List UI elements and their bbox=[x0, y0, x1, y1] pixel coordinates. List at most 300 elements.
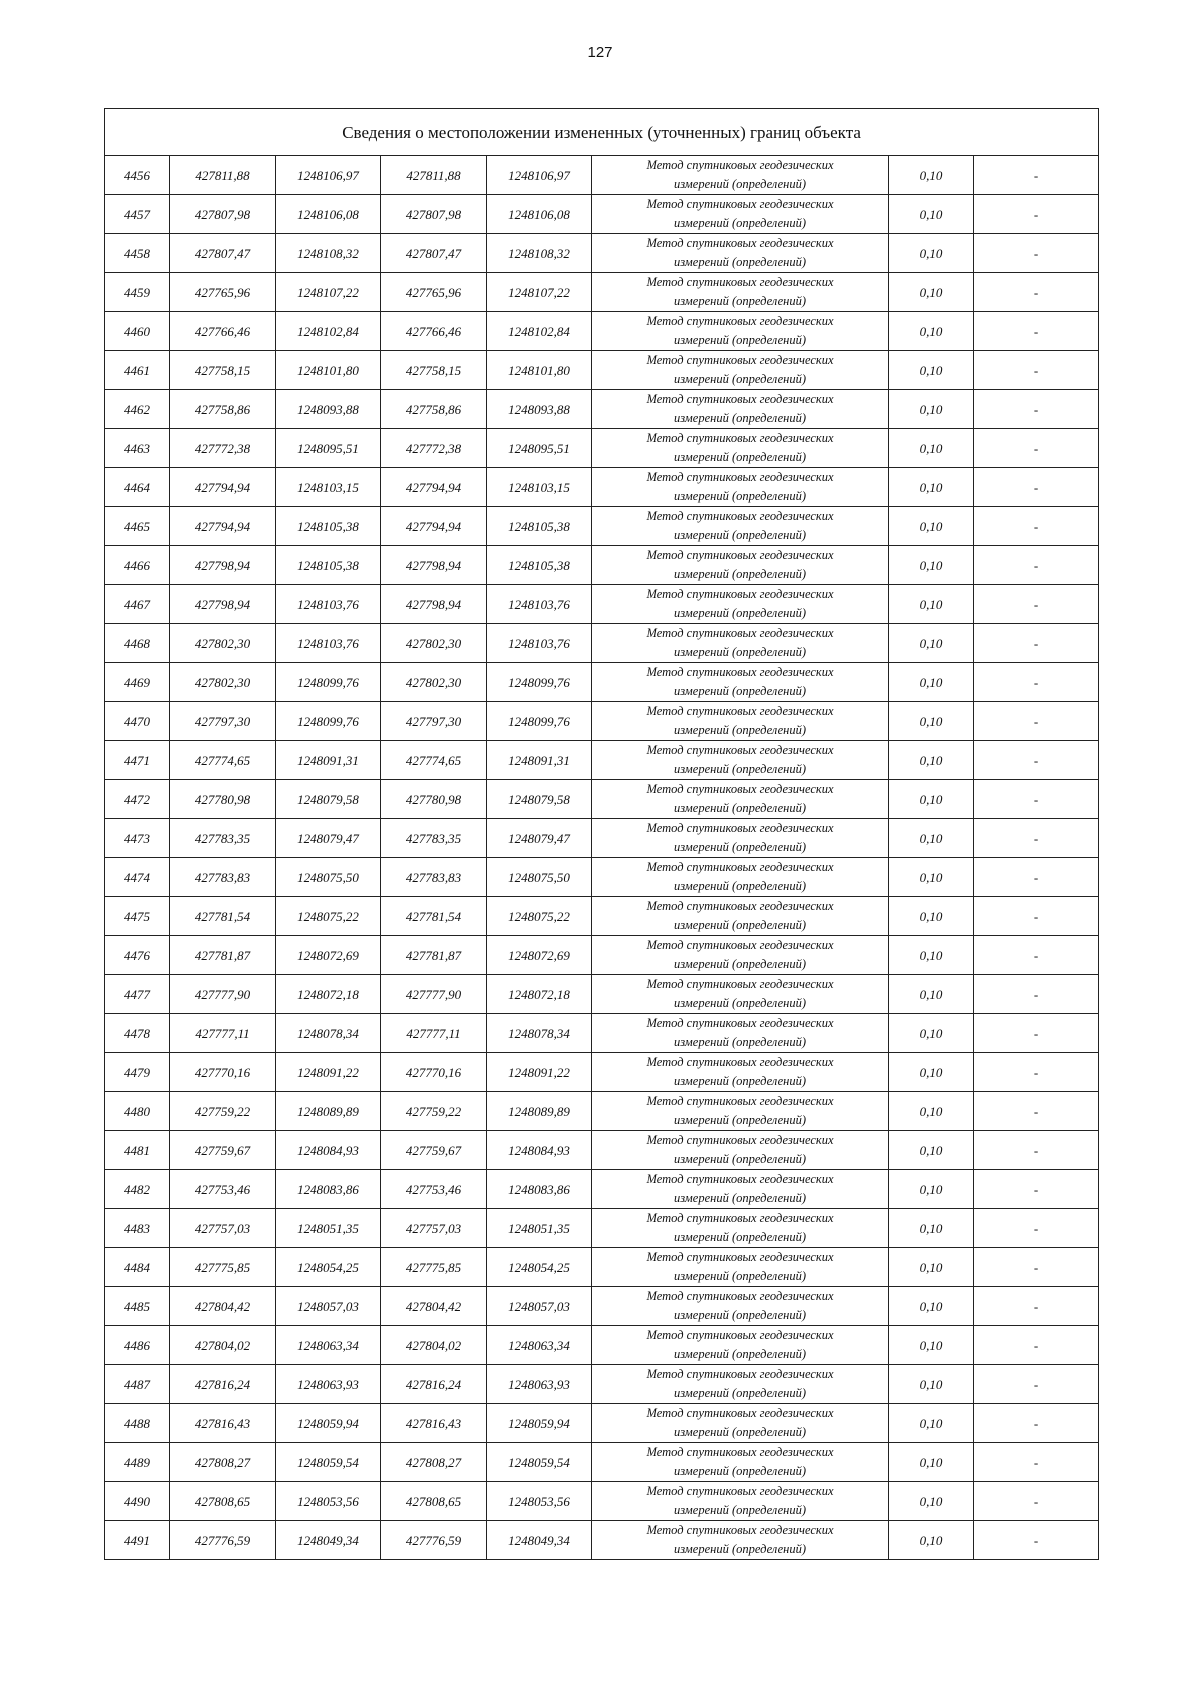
boundary-coordinates-table bbox=[104, 108, 1099, 1560]
method-text-line: измерений (определений) bbox=[673, 177, 806, 191]
method-text-line: Метод спутниковых геодезических bbox=[646, 704, 834, 718]
accuracy-cell: 0,10 bbox=[889, 234, 974, 273]
refined-y-cell: 1248059,94 bbox=[487, 1404, 592, 1443]
existing-y-cell: 1248059,54 bbox=[276, 1443, 381, 1482]
existing-x-cell: 427757,03 bbox=[170, 1209, 276, 1248]
existing-x-cell: 427783,35 bbox=[170, 819, 276, 858]
existing-x-cell: 427772,38 bbox=[170, 429, 276, 468]
note-cell: - bbox=[974, 1014, 1099, 1053]
method-text-line: измерений (определений) bbox=[673, 255, 806, 269]
existing-y-cell: 1248108,32 bbox=[276, 234, 381, 273]
method-text-line: измерений (определений) bbox=[673, 450, 806, 464]
method-text-line: Метод спутниковых геодезических bbox=[646, 548, 834, 562]
note-cell: - bbox=[974, 156, 1099, 195]
method-text-line: Метод спутниковых геодезических bbox=[646, 1172, 834, 1186]
table-row bbox=[105, 858, 1099, 897]
method-text-line: измерений (определений) bbox=[673, 684, 806, 698]
accuracy-cell: 0,10 bbox=[889, 429, 974, 468]
method-text-line: измерений (определений) bbox=[673, 372, 806, 386]
point-number-cell: 4476 bbox=[105, 936, 170, 975]
method-text-line: измерений (определений) bbox=[673, 216, 806, 230]
existing-x-cell: 427759,67 bbox=[170, 1131, 276, 1170]
existing-x-cell: 427758,15 bbox=[170, 351, 276, 390]
method-text-line: измерений (определений) bbox=[673, 1152, 806, 1166]
method-text-line: измерений (определений) bbox=[673, 333, 806, 347]
refined-x-cell: 427777,90 bbox=[381, 975, 487, 1014]
table-row bbox=[105, 1053, 1099, 1092]
refined-x-cell: 427807,98 bbox=[381, 195, 487, 234]
existing-x-cell: 427807,98 bbox=[170, 195, 276, 234]
method-cell bbox=[592, 546, 889, 585]
note-cell: - bbox=[974, 741, 1099, 780]
method-text-line: Метод спутниковых геодезических bbox=[646, 899, 834, 913]
method-text-line: Метод спутниковых геодезических bbox=[646, 1016, 834, 1030]
point-number-cell: 4457 bbox=[105, 195, 170, 234]
existing-x-cell: 427798,94 bbox=[170, 546, 276, 585]
method-text-line: Метод спутниковых геодезических bbox=[646, 1406, 834, 1420]
method-cell bbox=[592, 468, 889, 507]
existing-y-cell: 1248103,76 bbox=[276, 624, 381, 663]
accuracy-cell: 0,10 bbox=[889, 1170, 974, 1209]
method-cell bbox=[592, 897, 889, 936]
note-cell: - bbox=[974, 1170, 1099, 1209]
method-text-line: Метод спутниковых геодезических bbox=[646, 1289, 834, 1303]
refined-y-cell: 1248099,76 bbox=[487, 663, 592, 702]
existing-x-cell: 427811,88 bbox=[170, 156, 276, 195]
refined-y-cell: 1248089,89 bbox=[487, 1092, 592, 1131]
method-text-line: измерений (определений) bbox=[673, 1035, 806, 1049]
refined-y-cell: 1248103,76 bbox=[487, 624, 592, 663]
method-cell bbox=[592, 585, 889, 624]
point-number-cell: 4485 bbox=[105, 1287, 170, 1326]
refined-y-cell: 1248053,56 bbox=[487, 1482, 592, 1521]
method-text-line: Метод спутниковых геодезических bbox=[646, 509, 834, 523]
note-cell: - bbox=[974, 1248, 1099, 1287]
refined-y-cell: 1248091,22 bbox=[487, 1053, 592, 1092]
existing-y-cell: 1248103,15 bbox=[276, 468, 381, 507]
existing-y-cell: 1248057,03 bbox=[276, 1287, 381, 1326]
existing-x-cell: 427776,59 bbox=[170, 1521, 276, 1560]
table-row bbox=[105, 1092, 1099, 1131]
point-number-cell: 4463 bbox=[105, 429, 170, 468]
refined-y-cell: 1248078,34 bbox=[487, 1014, 592, 1053]
note-cell: - bbox=[974, 897, 1099, 936]
note-cell: - bbox=[974, 390, 1099, 429]
existing-x-cell: 427759,22 bbox=[170, 1092, 276, 1131]
accuracy-cell: 0,10 bbox=[889, 507, 974, 546]
point-number-cell: 4470 bbox=[105, 702, 170, 741]
note-cell: - bbox=[974, 1443, 1099, 1482]
refined-x-cell: 427781,54 bbox=[381, 897, 487, 936]
point-number-cell: 4459 bbox=[105, 273, 170, 312]
accuracy-cell: 0,10 bbox=[889, 273, 974, 312]
table-row bbox=[105, 468, 1099, 507]
existing-y-cell: 1248101,80 bbox=[276, 351, 381, 390]
method-text-line: Метод спутниковых геодезических bbox=[646, 626, 834, 640]
point-number-cell: 4486 bbox=[105, 1326, 170, 1365]
refined-y-cell: 1248072,18 bbox=[487, 975, 592, 1014]
method-cell bbox=[592, 390, 889, 429]
note-cell: - bbox=[974, 1209, 1099, 1248]
note-cell: - bbox=[974, 819, 1099, 858]
note-cell: - bbox=[974, 507, 1099, 546]
existing-x-cell: 427781,87 bbox=[170, 936, 276, 975]
refined-x-cell: 427775,85 bbox=[381, 1248, 487, 1287]
existing-y-cell: 1248103,76 bbox=[276, 585, 381, 624]
point-number-cell: 4483 bbox=[105, 1209, 170, 1248]
note-cell: - bbox=[974, 1365, 1099, 1404]
method-text-line: Метод спутниковых геодезических bbox=[646, 431, 834, 445]
existing-y-cell: 1248054,25 bbox=[276, 1248, 381, 1287]
method-text-line: измерений (определений) bbox=[673, 879, 806, 893]
method-text-line: измерений (определений) bbox=[673, 489, 806, 503]
method-text-line: измерений (определений) bbox=[673, 1308, 806, 1322]
accuracy-cell: 0,10 bbox=[889, 1287, 974, 1326]
note-cell: - bbox=[974, 624, 1099, 663]
accuracy-cell: 0,10 bbox=[889, 1521, 974, 1560]
point-number-cell: 4471 bbox=[105, 741, 170, 780]
existing-x-cell: 427758,86 bbox=[170, 390, 276, 429]
accuracy-cell: 0,10 bbox=[889, 312, 974, 351]
method-text-line: измерений (определений) bbox=[673, 1425, 806, 1439]
method-text-line: измерений (определений) bbox=[673, 645, 806, 659]
refined-y-cell: 1248075,50 bbox=[487, 858, 592, 897]
accuracy-cell: 0,10 bbox=[889, 1443, 974, 1482]
refined-x-cell: 427808,27 bbox=[381, 1443, 487, 1482]
note-cell: - bbox=[974, 1326, 1099, 1365]
refined-y-cell: 1248079,47 bbox=[487, 819, 592, 858]
existing-x-cell: 427797,30 bbox=[170, 702, 276, 741]
refined-x-cell: 427758,15 bbox=[381, 351, 487, 390]
method-cell bbox=[592, 663, 889, 702]
existing-y-cell: 1248105,38 bbox=[276, 507, 381, 546]
accuracy-cell: 0,10 bbox=[889, 1131, 974, 1170]
table-row bbox=[105, 507, 1099, 546]
existing-y-cell: 1248063,93 bbox=[276, 1365, 381, 1404]
table-row bbox=[105, 312, 1099, 351]
existing-y-cell: 1248075,22 bbox=[276, 897, 381, 936]
method-text-line: Метод спутниковых геодезических bbox=[646, 1484, 834, 1498]
refined-x-cell: 427783,35 bbox=[381, 819, 487, 858]
table-row bbox=[105, 1131, 1099, 1170]
accuracy-cell: 0,10 bbox=[889, 585, 974, 624]
table-row bbox=[105, 195, 1099, 234]
refined-y-cell: 1248084,93 bbox=[487, 1131, 592, 1170]
existing-x-cell: 427802,30 bbox=[170, 624, 276, 663]
existing-x-cell: 427816,24 bbox=[170, 1365, 276, 1404]
accuracy-cell: 0,10 bbox=[889, 663, 974, 702]
existing-x-cell: 427775,85 bbox=[170, 1248, 276, 1287]
method-cell bbox=[592, 1131, 889, 1170]
existing-y-cell: 1248095,51 bbox=[276, 429, 381, 468]
method-cell bbox=[592, 1482, 889, 1521]
refined-y-cell: 1248099,76 bbox=[487, 702, 592, 741]
accuracy-cell: 0,10 bbox=[889, 1365, 974, 1404]
existing-x-cell: 427753,46 bbox=[170, 1170, 276, 1209]
accuracy-cell: 0,10 bbox=[889, 624, 974, 663]
page-number: 127 bbox=[587, 44, 613, 61]
table-row bbox=[105, 585, 1099, 624]
table-row bbox=[105, 702, 1099, 741]
method-text-line: измерений (определений) bbox=[673, 723, 806, 737]
point-number-cell: 4465 bbox=[105, 507, 170, 546]
refined-y-cell: 1248093,88 bbox=[487, 390, 592, 429]
existing-x-cell: 427807,47 bbox=[170, 234, 276, 273]
refined-y-cell: 1248049,34 bbox=[487, 1521, 592, 1560]
refined-x-cell: 427816,43 bbox=[381, 1404, 487, 1443]
refined-y-cell: 1248079,58 bbox=[487, 780, 592, 819]
refined-y-cell: 1248103,76 bbox=[487, 585, 592, 624]
method-text-line: Метод спутниковых геодезических bbox=[646, 1133, 834, 1147]
existing-y-cell: 1248099,76 bbox=[276, 663, 381, 702]
table-row bbox=[105, 741, 1099, 780]
method-text-line: измерений (определений) bbox=[673, 762, 806, 776]
point-number-cell: 4487 bbox=[105, 1365, 170, 1404]
existing-x-cell: 427781,54 bbox=[170, 897, 276, 936]
table-row bbox=[105, 663, 1099, 702]
existing-x-cell: 427770,16 bbox=[170, 1053, 276, 1092]
method-text-line: измерений (определений) bbox=[673, 957, 806, 971]
method-text-line: измерений (определений) bbox=[673, 1464, 806, 1478]
method-text-line: Метод спутниковых геодезических bbox=[646, 860, 834, 874]
refined-y-cell: 1248101,80 bbox=[487, 351, 592, 390]
point-number-cell: 4458 bbox=[105, 234, 170, 273]
note-cell: - bbox=[974, 1482, 1099, 1521]
table-row bbox=[105, 1365, 1099, 1404]
accuracy-cell: 0,10 bbox=[889, 975, 974, 1014]
refined-x-cell: 427804,42 bbox=[381, 1287, 487, 1326]
method-cell bbox=[592, 1092, 889, 1131]
refined-x-cell: 427780,98 bbox=[381, 780, 487, 819]
accuracy-cell: 0,10 bbox=[889, 819, 974, 858]
refined-y-cell: 1248051,35 bbox=[487, 1209, 592, 1248]
method-cell bbox=[592, 819, 889, 858]
table-title: Сведения о местоположении измененных (уточненных) границ объекта bbox=[105, 109, 1099, 156]
method-text-line: измерений (определений) bbox=[673, 1230, 806, 1244]
point-number-cell: 4479 bbox=[105, 1053, 170, 1092]
method-text-line: Метод спутниковых геодезических bbox=[646, 1445, 834, 1459]
accuracy-cell: 0,10 bbox=[889, 390, 974, 429]
existing-y-cell: 1248072,69 bbox=[276, 936, 381, 975]
existing-y-cell: 1248078,34 bbox=[276, 1014, 381, 1053]
accuracy-cell: 0,10 bbox=[889, 702, 974, 741]
point-number-cell: 4460 bbox=[105, 312, 170, 351]
method-cell bbox=[592, 1053, 889, 1092]
method-cell bbox=[592, 858, 889, 897]
method-cell bbox=[592, 1287, 889, 1326]
method-text-line: Метод спутниковых геодезических bbox=[646, 665, 834, 679]
method-text-line: Метод спутниковых геодезических bbox=[646, 392, 834, 406]
table-row bbox=[105, 234, 1099, 273]
method-text-line: Метод спутниковых геодезических bbox=[646, 587, 834, 601]
point-number-cell: 4468 bbox=[105, 624, 170, 663]
existing-y-cell: 1248075,50 bbox=[276, 858, 381, 897]
method-text-line: измерений (определений) bbox=[673, 1386, 806, 1400]
existing-y-cell: 1248063,34 bbox=[276, 1326, 381, 1365]
table-row bbox=[105, 1170, 1099, 1209]
existing-x-cell: 427780,98 bbox=[170, 780, 276, 819]
table-row bbox=[105, 897, 1099, 936]
method-cell bbox=[592, 1521, 889, 1560]
method-text-line: Метод спутниковых геодезических bbox=[646, 1094, 834, 1108]
note-cell: - bbox=[974, 429, 1099, 468]
table-row bbox=[105, 1404, 1099, 1443]
method-cell bbox=[592, 195, 889, 234]
point-number-cell: 4472 bbox=[105, 780, 170, 819]
existing-y-cell: 1248107,22 bbox=[276, 273, 381, 312]
point-number-cell: 4477 bbox=[105, 975, 170, 1014]
point-number-cell: 4490 bbox=[105, 1482, 170, 1521]
existing-y-cell: 1248072,18 bbox=[276, 975, 381, 1014]
accuracy-cell: 0,10 bbox=[889, 858, 974, 897]
existing-x-cell: 427804,02 bbox=[170, 1326, 276, 1365]
method-text-line: измерений (определений) bbox=[673, 294, 806, 308]
refined-x-cell: 427808,65 bbox=[381, 1482, 487, 1521]
method-text-line: измерений (определений) bbox=[673, 411, 806, 425]
refined-y-cell: 1248103,15 bbox=[487, 468, 592, 507]
existing-y-cell: 1248091,31 bbox=[276, 741, 381, 780]
note-cell: - bbox=[974, 546, 1099, 585]
refined-y-cell: 1248083,86 bbox=[487, 1170, 592, 1209]
existing-y-cell: 1248093,88 bbox=[276, 390, 381, 429]
method-text-line: Метод спутниковых геодезических bbox=[646, 353, 834, 367]
point-number-cell: 4491 bbox=[105, 1521, 170, 1560]
point-number-cell: 4488 bbox=[105, 1404, 170, 1443]
refined-y-cell: 1248105,38 bbox=[487, 507, 592, 546]
table-row bbox=[105, 819, 1099, 858]
refined-x-cell: 427802,30 bbox=[381, 663, 487, 702]
table-row bbox=[105, 429, 1099, 468]
refined-x-cell: 427794,94 bbox=[381, 468, 487, 507]
table-row bbox=[105, 1521, 1099, 1560]
existing-x-cell: 427794,94 bbox=[170, 468, 276, 507]
accuracy-cell: 0,10 bbox=[889, 1209, 974, 1248]
accuracy-cell: 0,10 bbox=[889, 1248, 974, 1287]
table-row bbox=[105, 975, 1099, 1014]
table-row bbox=[105, 1287, 1099, 1326]
refined-x-cell: 427781,87 bbox=[381, 936, 487, 975]
point-number-cell: 4482 bbox=[105, 1170, 170, 1209]
existing-y-cell: 1248079,47 bbox=[276, 819, 381, 858]
existing-y-cell: 1248105,38 bbox=[276, 546, 381, 585]
point-number-cell: 4484 bbox=[105, 1248, 170, 1287]
note-cell: - bbox=[974, 1287, 1099, 1326]
method-cell bbox=[592, 780, 889, 819]
refined-x-cell: 427758,86 bbox=[381, 390, 487, 429]
existing-y-cell: 1248099,76 bbox=[276, 702, 381, 741]
table-row bbox=[105, 390, 1099, 429]
existing-y-cell: 1248091,22 bbox=[276, 1053, 381, 1092]
existing-y-cell: 1248089,89 bbox=[276, 1092, 381, 1131]
refined-x-cell: 427783,83 bbox=[381, 858, 487, 897]
point-number-cell: 4467 bbox=[105, 585, 170, 624]
note-cell: - bbox=[974, 273, 1099, 312]
refined-x-cell: 427759,67 bbox=[381, 1131, 487, 1170]
method-cell bbox=[592, 156, 889, 195]
note-cell: - bbox=[974, 858, 1099, 897]
refined-x-cell: 427759,22 bbox=[381, 1092, 487, 1131]
point-number-cell: 4469 bbox=[105, 663, 170, 702]
table-row bbox=[105, 1248, 1099, 1287]
method-cell bbox=[592, 936, 889, 975]
point-number-cell: 4478 bbox=[105, 1014, 170, 1053]
method-text-line: Метод спутниковых геодезических bbox=[646, 938, 834, 952]
note-cell: - bbox=[974, 1404, 1099, 1443]
refined-x-cell: 427753,46 bbox=[381, 1170, 487, 1209]
existing-x-cell: 427777,11 bbox=[170, 1014, 276, 1053]
accuracy-cell: 0,10 bbox=[889, 468, 974, 507]
method-text-line: Метод спутниковых геодезических bbox=[646, 782, 834, 796]
method-text-line: измерений (определений) bbox=[673, 1347, 806, 1361]
method-cell bbox=[592, 741, 889, 780]
accuracy-cell: 0,10 bbox=[889, 741, 974, 780]
refined-y-cell: 1248105,38 bbox=[487, 546, 592, 585]
table-row bbox=[105, 351, 1099, 390]
method-text-line: Метод спутниковых геодезических bbox=[646, 314, 834, 328]
method-cell bbox=[592, 702, 889, 741]
method-cell bbox=[592, 234, 889, 273]
method-text-line: измерений (определений) bbox=[673, 918, 806, 932]
accuracy-cell: 0,10 bbox=[889, 780, 974, 819]
method-text-line: Метод спутниковых геодезических bbox=[646, 1328, 834, 1342]
refined-x-cell: 427804,02 bbox=[381, 1326, 487, 1365]
existing-x-cell: 427802,30 bbox=[170, 663, 276, 702]
accuracy-cell: 0,10 bbox=[889, 897, 974, 936]
existing-x-cell: 427777,90 bbox=[170, 975, 276, 1014]
refined-x-cell: 427794,94 bbox=[381, 507, 487, 546]
accuracy-cell: 0,10 bbox=[889, 1014, 974, 1053]
method-text-line: Метод спутниковых геодезических bbox=[646, 158, 834, 172]
refined-x-cell: 427766,46 bbox=[381, 312, 487, 351]
accuracy-cell: 0,10 bbox=[889, 351, 974, 390]
method-text-line: Метод спутниковых геодезических bbox=[646, 1211, 834, 1225]
existing-y-cell: 1248106,08 bbox=[276, 195, 381, 234]
existing-x-cell: 427816,43 bbox=[170, 1404, 276, 1443]
note-cell: - bbox=[974, 936, 1099, 975]
note-cell: - bbox=[974, 468, 1099, 507]
refined-y-cell: 1248063,93 bbox=[487, 1365, 592, 1404]
method-text-line: измерений (определений) bbox=[673, 1074, 806, 1088]
note-cell: - bbox=[974, 663, 1099, 702]
method-text-line: измерений (определений) bbox=[673, 1503, 806, 1517]
refined-x-cell: 427797,30 bbox=[381, 702, 487, 741]
existing-y-cell: 1248084,93 bbox=[276, 1131, 381, 1170]
method-cell bbox=[592, 1365, 889, 1404]
refined-x-cell: 427802,30 bbox=[381, 624, 487, 663]
table-row bbox=[105, 1482, 1099, 1521]
method-cell bbox=[592, 1014, 889, 1053]
refined-x-cell: 427798,94 bbox=[381, 546, 487, 585]
refined-x-cell: 427811,88 bbox=[381, 156, 487, 195]
point-number-cell: 4481 bbox=[105, 1131, 170, 1170]
existing-x-cell: 427804,42 bbox=[170, 1287, 276, 1326]
point-number-cell: 4464 bbox=[105, 468, 170, 507]
refined-y-cell: 1248054,25 bbox=[487, 1248, 592, 1287]
table-row bbox=[105, 1209, 1099, 1248]
accuracy-cell: 0,10 bbox=[889, 156, 974, 195]
refined-x-cell: 427774,65 bbox=[381, 741, 487, 780]
method-text-line: измерений (определений) bbox=[673, 1542, 806, 1556]
method-cell bbox=[592, 507, 889, 546]
method-text-line: Метод спутниковых геодезических bbox=[646, 1250, 834, 1264]
table-row bbox=[105, 1014, 1099, 1053]
table-row bbox=[105, 156, 1099, 195]
existing-x-cell: 427774,65 bbox=[170, 741, 276, 780]
method-cell bbox=[592, 1209, 889, 1248]
method-text-line: измерений (определений) bbox=[673, 996, 806, 1010]
refined-y-cell: 1248108,32 bbox=[487, 234, 592, 273]
method-text-line: измерений (определений) bbox=[673, 801, 806, 815]
